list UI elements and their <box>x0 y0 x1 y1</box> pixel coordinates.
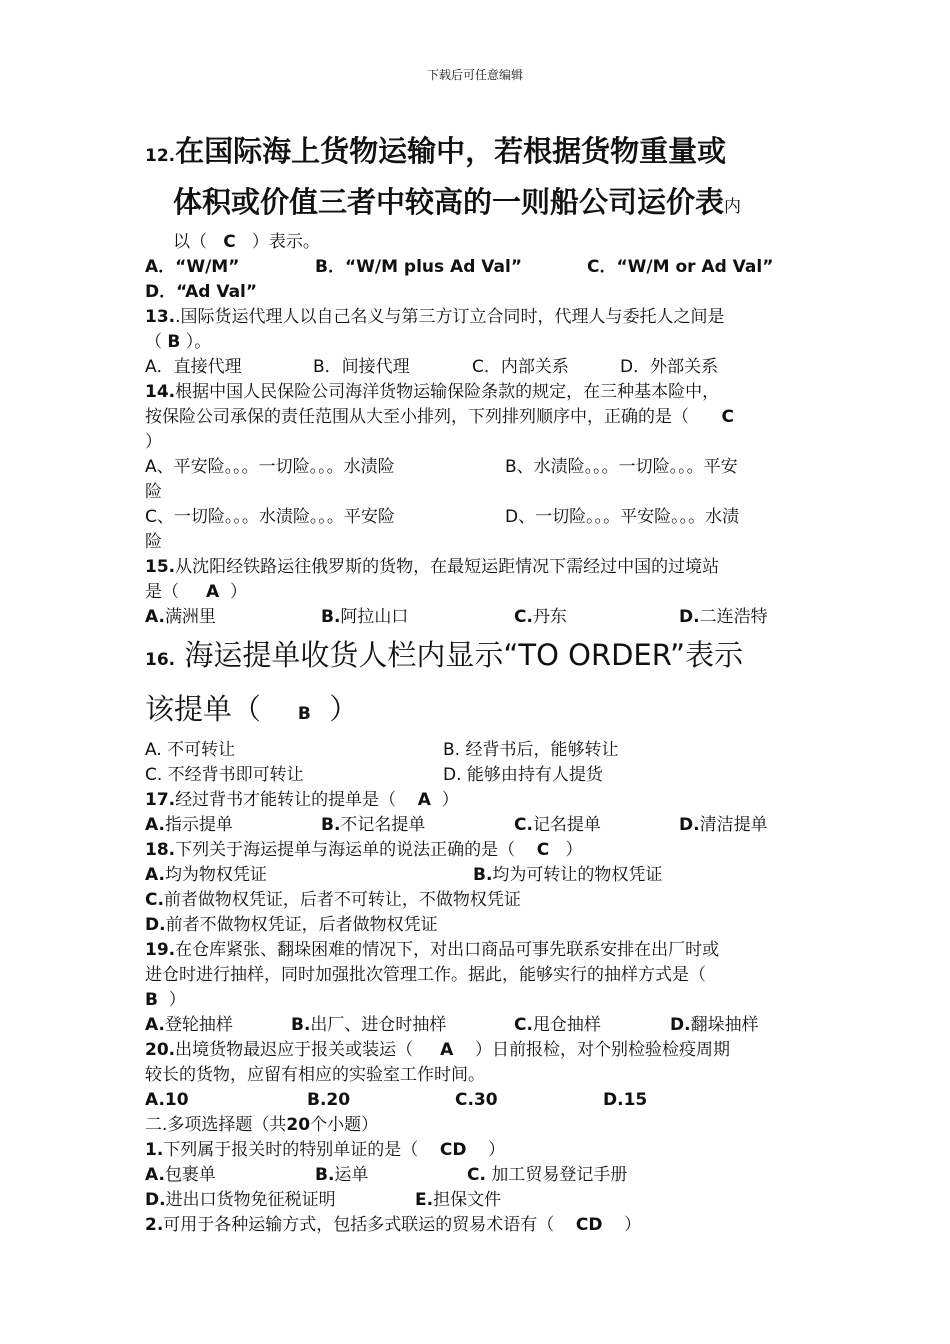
q14-options-ab <box>145 455 807 480</box>
q19-option-a: A.登轮抽样 <box>145 1015 233 1035</box>
q12-line2: 体积或价值三者中较高的一则船公司运价表内 <box>173 185 742 219</box>
q16-option-b: B. 经背书后，能够转让 <box>443 740 619 760</box>
q17-option-a: A.指示提单 <box>145 815 233 835</box>
q15-option-a: A.满洲里 <box>145 607 216 627</box>
q16-option-d: D. 能够由持有人提货 <box>443 765 603 785</box>
q20-option-b: B.20 <box>307 1090 351 1110</box>
section2-title: 二.多项选择题（共20个小题） <box>145 1115 379 1135</box>
q13-option-c: C．内部关系 <box>472 357 569 377</box>
q14-option-b: B、水渍险。。。一切险。。。平安 <box>505 457 738 477</box>
q14-option-b-cont: 险 <box>145 482 162 502</box>
m1-answer: CD <box>439 1140 467 1160</box>
q16-option-a: A. 不可转让 <box>145 740 236 760</box>
q14-option-d-cont: 险 <box>145 532 162 552</box>
q17-answer: A <box>417 790 431 810</box>
q14-line3: ） <box>145 432 162 452</box>
q19-line3: B ） <box>145 990 186 1010</box>
q12-option-b: B．“W/M plus Ad Val” <box>315 257 523 277</box>
q17-option-b: B.不记名提单 <box>321 815 426 835</box>
q15-line1: 15.从沈阳经铁路运往俄罗斯的货物，在最短运距情况下需经过中国的过境站 <box>145 557 720 577</box>
q14-option-a: A、平安险。。。一切险。。。水渍险 <box>145 457 395 477</box>
q18-option-d: D.前者不做物权凭证，后者做物权凭证 <box>145 915 438 935</box>
q19-options <box>145 1013 807 1038</box>
q19-line2: 进仓时进行抽样，同时加强批次管理工作。据此，能够实行的抽样方式是（ <box>145 965 706 985</box>
q13-line2: （ B ）。 <box>145 332 212 352</box>
q15-options <box>145 605 807 630</box>
q17-option-c: C.记名提单 <box>514 815 601 835</box>
q13-option-d: D．外部关系 <box>620 357 719 377</box>
m1-options-de <box>145 1188 807 1213</box>
q20-line2: 较长的货物，应留有相应的实验室工作时间。 <box>145 1065 485 1085</box>
q17-option-d: D.清洁提单 <box>679 815 768 835</box>
q12-line1: 12.在国际海上货物运输中，若根据货物重量或 <box>145 134 727 168</box>
q14-option-c: C、一切险。。。水渍险。。。平安险 <box>145 507 395 527</box>
q15-line2: 是（ A ） <box>145 582 248 602</box>
m2-line1: 2.可用于各种运输方式，包括多式联运的贸易术语有（ CD ） <box>145 1215 642 1235</box>
q14-line2: 按保险公司承保的责任范围从大至小排列，下列排列顺序中，正确的是（ C <box>145 407 734 427</box>
q18-options-ab <box>145 863 807 888</box>
q12-answer: C <box>223 232 236 252</box>
q14-option-d: D、一切险。。。平安险。。。水渍 <box>505 507 740 527</box>
q14-options-cd <box>145 505 807 530</box>
q15-answer: A <box>206 582 220 602</box>
q13-option-a: A．直接代理 <box>145 357 242 377</box>
q20-options <box>145 1088 807 1113</box>
m1-options-abc <box>145 1163 807 1188</box>
q16-line1: 16. 海运提单收货人栏内显示“TO ORDER”表示 <box>145 638 744 672</box>
q16-options-cd <box>145 763 807 788</box>
q17-options <box>145 813 807 838</box>
q13-line1: 13..国际货运代理人以自己名义与第三方订立合同时，代理人与委托人之间是 <box>145 307 725 327</box>
q16-options-ab <box>145 738 807 763</box>
q16-line2: 该提单（ B ） <box>145 692 359 726</box>
q18-line1: 18.下列关于海运提单与海运单的说法正确的是（ C ） <box>145 840 583 860</box>
q13-options <box>145 355 807 380</box>
document-body <box>145 128 807 1238</box>
q19-line1: 19.在仓库紧张、翻垛困难的情况下，对出口商品可事先联系安排在出厂时或 <box>145 940 720 960</box>
m1-option-e: E.担保文件 <box>415 1190 502 1210</box>
q20-option-d: D.15 <box>603 1090 648 1110</box>
q18-option-c: C.前者做物权凭证，后者不可转让，不做物权凭证 <box>145 890 521 910</box>
q18-option-a: A.均为物权凭证 <box>145 865 267 885</box>
m1-option-b: B.运单 <box>315 1165 369 1185</box>
q19-option-c: C.甩仓抽样 <box>514 1015 601 1035</box>
q19-option-d: D.翻垛抽样 <box>670 1015 759 1035</box>
q18-answer: C <box>536 840 550 860</box>
q12-option-d: D．“Ad Val” <box>145 282 258 302</box>
q14-line1: 14.根据中国人民保险公司海洋货物运输保险条款的规定，在三种基本险中， <box>145 382 720 402</box>
q20-answer: A <box>440 1040 454 1060</box>
m2-answer: CD <box>575 1215 603 1235</box>
m1-option-c: C. 加工贸易登记手册 <box>467 1165 628 1185</box>
q15-option-c: C.丹东 <box>514 607 567 627</box>
q12-option-c: C．“W/M or Ad Val” <box>587 257 774 277</box>
q13-answer: B <box>167 332 181 352</box>
q15-option-d: D.二连浩特 <box>679 607 768 627</box>
q20-option-c: C.30 <box>455 1090 498 1110</box>
m1-option-a: A.包裹单 <box>145 1165 216 1185</box>
q19-answer: B <box>145 990 158 1010</box>
q19-option-b: B.出厂、进仓时抽样 <box>291 1015 447 1035</box>
m1-option-d: D.进出口货物免征税证明 <box>145 1190 336 1210</box>
q12-option-a: A．“W/M” <box>145 257 240 277</box>
q12-line3: 以（ C ）表示。 <box>173 232 320 252</box>
page-header: 下载后可任意编辑 <box>426 68 523 82</box>
q20-option-a: A.10 <box>145 1090 189 1110</box>
q20-line1: 20.出境货物最迟应于报关或装运（ A ）日前报检，对个别检验检疫周期 <box>145 1040 730 1060</box>
q14-answer: C <box>721 407 734 427</box>
q15-option-b: B.阿拉山口 <box>321 607 409 627</box>
q16-option-c: C. 不经背书即可转让 <box>145 765 304 785</box>
q18-option-b: B.均为可转让的物权凭证 <box>473 865 663 885</box>
m1-line1: 1.下列属于报关时的特别单证的是（ CD ） <box>145 1140 506 1160</box>
q16-answer: B <box>297 704 311 724</box>
q13-option-b: B．间接代理 <box>313 357 410 377</box>
q17-line1: 17.经过背书才能转让的提单是（ A ） <box>145 790 459 810</box>
q12-options <box>145 255 807 280</box>
